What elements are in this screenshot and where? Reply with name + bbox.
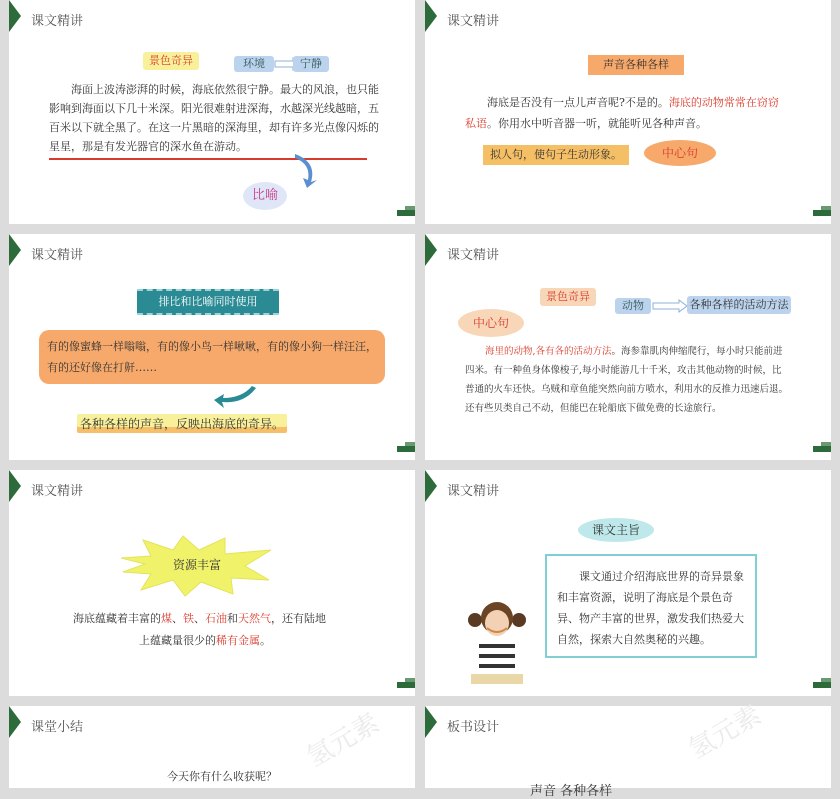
tag-scenery: 景色奇异	[540, 288, 596, 306]
tag-environment: 环境	[234, 56, 274, 72]
slide-5[interactable]	[9, 470, 415, 696]
slide-title: 课文精讲	[447, 484, 500, 499]
slide-marker-icon	[9, 234, 21, 266]
slide-title: 课文精讲	[31, 484, 84, 499]
res-gas: 天然气	[238, 612, 271, 625]
arrow-right-icon	[653, 300, 687, 312]
corner-deco	[397, 446, 415, 452]
para-rest: 。海参靠肌肉伸缩爬行，每小时只能前进四米。有一种鱼身体像梭子,每小时能游几十千米，攻击其他动物的时候，比普通的火车还快。乌贼和章鱼能突然向前方喷水，利用水的反推力迅速后退。还有些贝类自己不动，但能巴在轮船底下做免费的长途旅行。	[465, 346, 789, 414]
star-resources: 资源丰富	[172, 558, 221, 572]
res-iron: 铁	[183, 612, 194, 625]
tag-movement: 各种各样的活动方法	[687, 296, 791, 314]
sep: 和	[227, 612, 238, 625]
slide-4[interactable]	[425, 234, 831, 460]
para-red: 海里的动物,各有各的活动方法	[485, 346, 612, 357]
slide-title: 板书设计	[447, 720, 500, 735]
slide-3[interactable]	[9, 234, 415, 460]
board-partial: 声音 各种各样	[530, 784, 613, 799]
corner-deco	[397, 210, 415, 216]
watermark: 氢元素	[683, 700, 767, 766]
slide-marker-icon	[9, 470, 21, 502]
para-part-a: 海底是否没有一点儿声音呢?不是的。	[487, 96, 669, 109]
p3: 上蕴藏量很少的	[139, 634, 216, 647]
res-oil: 石油	[205, 612, 227, 625]
corner-deco	[397, 682, 415, 688]
p2: ，还有陆地	[271, 612, 326, 625]
res-rare-metal: 稀有金属	[216, 634, 260, 647]
slide-title: 课文精讲	[31, 14, 84, 29]
res-coal: 煤	[161, 612, 172, 625]
ribbon-parallelism: 排比和比喻同时使用	[137, 289, 279, 315]
slide-marker-icon	[425, 706, 437, 738]
slide-1[interactable]	[9, 0, 415, 224]
girl-reading-illustration	[465, 594, 529, 694]
sep: 、	[194, 612, 205, 625]
paragraph: 海面上波涛澎湃的时候，海底依然很宁静。最大的风浪，也只能影响到海面以下几十米深。阳光很难射进深海，水越深光线越暗，五百米以下就全黑了。在这一片黑暗的深海里，却有许多光点像闪烁的星星，那是有发光器官的深水鱼在游动。	[49, 83, 379, 153]
slide-title: 课文精讲	[447, 248, 500, 263]
summary: 各种各样的声音，反映出海底的奇异。	[77, 414, 287, 433]
cloud-metaphor: 比喻	[243, 182, 287, 210]
paragraph	[465, 342, 791, 418]
sep: 、	[172, 612, 183, 625]
slide-2[interactable]	[425, 0, 831, 224]
slide-marker-icon	[425, 234, 437, 266]
corner-deco	[813, 446, 831, 452]
slide-marker-icon	[9, 706, 21, 738]
para-part-c: 。你用水中听音器一听，就能听见各种声音。	[487, 117, 707, 130]
slide-6[interactable]	[425, 470, 831, 696]
cloud-central-sentence: 中心句	[458, 309, 524, 337]
slide-marker-icon	[9, 0, 21, 32]
question: 今天你有什么收获呢？	[167, 770, 277, 783]
slide-8[interactable]	[425, 700, 831, 799]
curved-arrow-icon	[214, 386, 258, 410]
cloud-central-sentence: 中心句	[644, 140, 716, 166]
slide-marker-icon	[425, 470, 437, 502]
slide-title: 课堂小结	[31, 720, 84, 735]
corner-deco	[813, 210, 831, 216]
paragraph	[73, 608, 373, 652]
paragraph	[465, 92, 785, 134]
note-personification: 拟人句，使句子生动形象。	[483, 145, 629, 165]
tag-animals: 动物	[615, 298, 651, 314]
slide-title: 课文精讲	[447, 14, 500, 29]
p1: 海底蕴藏着丰富的	[73, 612, 161, 625]
tag-scenery: 景色奇异	[143, 52, 199, 70]
slide-title: 课文精讲	[31, 248, 84, 263]
slide-7[interactable]	[9, 706, 415, 788]
corner-deco	[813, 682, 831, 688]
para-part-red: 海底的动物常常在窃窃私语	[465, 96, 779, 130]
tag-quiet: 宁静	[293, 56, 329, 72]
slide-marker-icon	[425, 0, 437, 32]
p4: 。	[260, 634, 271, 647]
theme-box: 课文通过介绍海底世界的奇异景象和丰富资源，说明了海底是个景色奇异、物产丰富的世界，激发我们热爱大自然，探索大自然奥秘的兴趣。	[545, 554, 757, 658]
quote-box: 有的像蜜蜂一样嗡嗡，有的像小鸟一样啾啾，有的像小狗一样汪汪，有的还好像在打鼾……	[39, 330, 385, 384]
watermark: 氢元素	[301, 708, 385, 774]
curved-arrow-icon	[291, 152, 321, 188]
cloud-theme: 课文主旨	[578, 518, 654, 542]
banner-sounds: 声音各种各样	[588, 55, 684, 75]
